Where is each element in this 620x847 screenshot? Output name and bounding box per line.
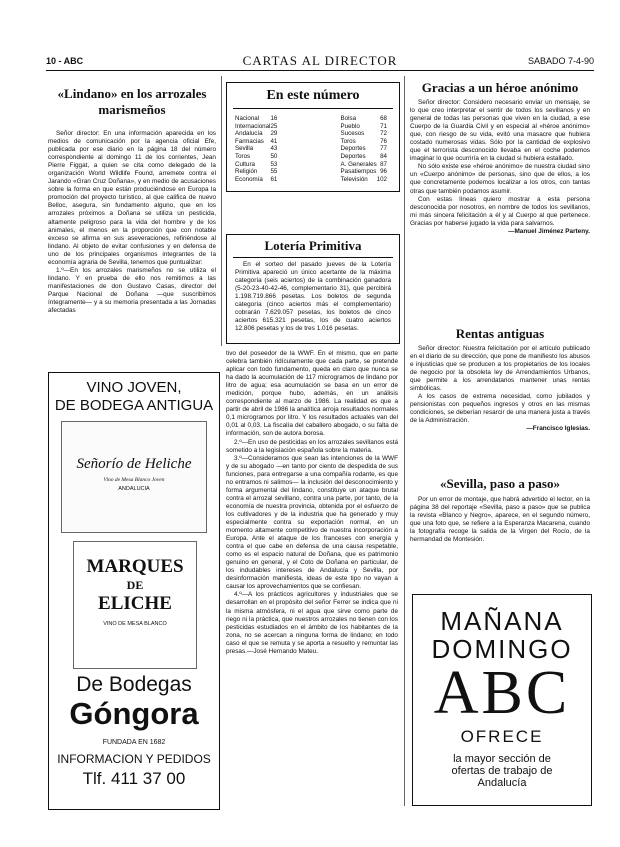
article-paragraph: 1.º—En los arrozales marismeños no se utiliza el lindano. Y en prueba de ello nos remitimos a las manifestaciones de don Gustavo Casas, director del Parque Nacional de Doñana —que suscribimos íntegramente— y a su memoria presentada a las Jornadas afectadas	[48, 266, 216, 315]
label-brand: Señorío de Heliche	[76, 456, 192, 472]
article-paragraph: tivo del poseedor de la WWF. En el mismo, que en parte celebra también ridículamente que cada parte, se pretende aplicar con todo fundamento, queda en claro que nunca se ha dado la acumulación de 117 microgramos de lindano por litro de agua; esa acumulación se basa en un error de medición, porque hubo, además, en un análisis correspondiente al marzo de 1986. La realidad es que a partir de abril de 1986 la analítica arroja resultados normales 0,1 microgramos por litro. Y los resultados actuales van del 0,01 al 0,03. La fiscalía del caballero abogado, o su falta de información, son de autora borosa.	[226, 350, 398, 438]
ad-line: OFRECE	[460, 727, 544, 746]
article-headline: «Lindano» en los arrozales marismeños	[57, 86, 207, 117]
label-sub: Vino de Mesa Blanco Joven	[103, 477, 165, 483]
page-header	[46, 52, 594, 71]
index-row[interactable]: Nacional 16	[235, 115, 278, 122]
index-title: En este número	[233, 88, 393, 109]
letter-heroe	[410, 80, 590, 236]
label-origin: ANDALUCIA	[118, 486, 150, 492]
letter-paragraph: Con estas líneas quiero mostrar a esta persona desconocida por nosotros, en nombre de todos los sevillanos, mi más sincera felicitación a él y al Cuerpo al que pertenece. Gracias por haberse jugado la vida para salvarnos.	[410, 195, 590, 227]
letter-headline: Gracias a un héroe anónimo	[421, 80, 579, 95]
letter-sevilla	[410, 476, 590, 544]
article-paragraph: 2.º—En uso de pesticidas en los arrozales sevillanos está sometido a la legislación española sobre la materia.	[226, 438, 398, 454]
index-list-left	[235, 115, 281, 183]
date: SABADO 7-4-90	[527, 56, 594, 66]
page-number: 10 - ABC	[46, 56, 84, 66]
index-row[interactable]: Economía 61	[235, 175, 278, 183]
ad-line: Andalucía	[477, 777, 527, 789]
index-row[interactable]: Internacional 25	[235, 122, 278, 130]
brand-line: De Bodegas	[76, 673, 192, 696]
letter-signature: —Manuel Jiménez Parteny.	[508, 227, 590, 235]
letter-paragraph: Señor director: Nuestra felicitación por el artículo publicado en el diario de su dirección, que pone de manifiesto los abusos e injusticias que se producen a los propietarios de los locales de negocio por la obsoleta ley de Arrendamientos Urbanos, que permite a los arrendatarios mantener unas rentas simbólicas.	[410, 345, 590, 393]
index-row[interactable]: Religión 55	[235, 168, 278, 176]
wine-label-2	[73, 541, 197, 669]
index-row[interactable]: Pueblo 71	[340, 122, 387, 130]
index-box	[226, 82, 400, 192]
label-sub: VINO DE MESA BLANCO	[103, 621, 167, 627]
index-row[interactable]: Cultura 53	[235, 160, 278, 168]
article-paragraph: Señor director: En una información aparecida en los medios de comunicación por la agencia oficial Efe, publicada por ese diario en la página 18 del número correspondiente al domingo 11 de los corrientes, Jean Pierre Figgat, a quien se cita como delegado de la organización World Wildlife Found, arremete contra el Jarando «Gran Cruz Doñana», y en medio de acusaciones sobre la forma en que están produciéndose en Europa la promoción del proyecto turístico, al que califica de nuevo Belloc, asegura, sin fundamento alguno, que en los arrozales próximos a Doñana se utiliza un pesticida, altamente peligroso para la vida del hombre y de los animales, el menos en la proporción que con notable exceso se afirma en sus aseveraciones, refiriéndose al lindano. Al objeto de evitar confusiones y en defensa de uno de los principales organismos integrantes de la economía agraria de Sevilla, tenemos que puntualizar:	[48, 130, 216, 266]
loteria-box	[226, 234, 400, 344]
index-row[interactable]: Sucesos 72	[340, 130, 387, 138]
info-line: INFORMACION Y PEDIDOS	[57, 752, 211, 766]
ad-brand-block	[49, 673, 219, 789]
abc-advertisement	[412, 594, 592, 806]
index-row[interactable]: Deportes 77	[340, 145, 387, 153]
ad-line: la mayor sección de	[453, 753, 551, 765]
letter-paragraph: Por un error de montaje, que habrá advertido el lector, en la página 38 del reportaje «Sevilla, paso a paso» que se publica la revista «Blanco y Negro», aparece, en el segundo número, que una foto que, se refiere a la Esperanza Macarena, cuando la fotografía recoge la salida de la Virgen del Rocío, de la hermandad de Montesión.	[410, 496, 590, 544]
letter-paragraph: A los casos de extrema necesidad, como jubilados y pensionistas con pequeños ingresos y otros en las mismas condiciones, se deberían resarcir de una manera justa a través de la Administración.	[410, 393, 590, 425]
article-lindano-continued	[226, 350, 398, 656]
brand-name: Góngora	[69, 696, 199, 731]
article-paragraph: 4.º—A los prácticos agricultores y industriales que se desarrollan en el propósito del señor Ferrer se indica que ni la misma atmósfera, ni el agua que sirve como parte de riego ni la práctica, que nuestros arrozales no tienen con los pesticidas estudiados en el ámbito de los habitantes de la zona, no se acercan a ninguna forma de lindano; en todo caso el que se remuta y se aporta a resuelto y remuntar las presas.—José Hernando Mateu.	[226, 591, 398, 655]
section-title: CARTAS AL DIRECTOR	[242, 53, 398, 68]
index-row[interactable]: Farmacias 41	[235, 137, 278, 145]
loteria-headline: Lotería Primitiva	[233, 238, 393, 258]
loteria-text: En el sorteo del pasado jueves de la Lotería Primitiva apareció un único acertante de la máxima categoría (seis aciertos) de la combinación ganadora (5-20-23-40-42-46, complementario 31), que percibirá 1.198.719.866 pesetas. Los boletos de segunda categoría (cinco aciertos más el complementario) cobrarán 7.629.057 pesetas, los boletos de cinco aciertos 615.321 pesetas, los de cuatro aciertos 12.806 pesetas y los de tres 1.016 pesetas.	[235, 261, 391, 333]
label-title: MARQUES	[86, 556, 184, 577]
label-title: ELICHE	[98, 593, 172, 614]
index-row[interactable]: Televisión 102	[340, 175, 387, 183]
ad-line: MAÑANA	[440, 606, 564, 636]
index-row[interactable]: Pasatiempos 96	[340, 168, 387, 176]
index-list-right	[341, 115, 391, 183]
column-rule	[404, 76, 405, 806]
letter-rentas	[410, 326, 590, 434]
phone-number: Tlf. 411 37 00	[82, 769, 186, 788]
index-row[interactable]: Deportes 84	[340, 152, 387, 160]
letter-paragraph: No sólo existe ese «héroe anónimo» de nuestra ciudad sino un «Cuerpo anónimo» de personas, sino que de ellos, a los que concretamente podemos localizar a los otros, con tantas otras que también podamos asumir.	[410, 163, 590, 195]
index-row[interactable]: Sevilla 43	[235, 145, 278, 153]
letter-headline: Rentas antiguas	[455, 326, 545, 341]
index-row[interactable]: Toros 76	[340, 137, 387, 145]
column-rule	[221, 76, 222, 346]
ad-line: DOMINGO	[431, 634, 573, 664]
index-row[interactable]: Andalucía 29	[235, 130, 278, 138]
ad-headline: VINO JOVEN,	[86, 379, 182, 396]
label-title: DE	[126, 578, 144, 592]
letter-headline: «Sevilla, paso a paso»	[440, 476, 560, 491]
abc-logo: ABC	[433, 659, 571, 727]
article-lindano	[48, 86, 216, 315]
founded-line: FUNDADA EN 1682	[102, 739, 166, 746]
letter-signature: —Francisco Iglesias.	[526, 425, 590, 433]
article-paragraph: 3.º—Consideramos que sean las intenciones de la WWF y de su abogado —en tanto por ciento de despedida de sus funciones, para entregarse a una compañía rodante, es que no entramos ni salimos— la inclusión del desconocimiento y forma argumental del lindano, constituye un ataque brutal contra el arrozal sevillano, contra una parte, por tanto, de la economía de nuestra provincia, obtenida por el esfuerzo de los cultivadores y de la industria que ha generado y muy especialmente contra su exportación normal, en un momento altamente competitivo de nuestra incorporación a Europa. Ante el ataque de los franceses con energía y contra el que cabe en defensa de una causa respetable, como es el espacio natural de Doñana, que es patrimonio genuino en general, y el Coto de Doñana en particular, de los indudables intereses de Andalucía y Sevilla, por desinformación manifiesta, ideas de este tipo no vayan a causar los aprovechamientos que se confiesan.	[226, 454, 398, 591]
ad-headline: DE BODEGA ANTIGUA	[54, 397, 214, 414]
index-row[interactable]: Bolsa 68	[340, 115, 387, 122]
index-row[interactable]: A. Generales 87	[340, 160, 387, 168]
index-row[interactable]: Toros 50	[235, 152, 278, 160]
letter-paragraph: Señor director: Considero necesario enviar un mensaje, se lo que creo interpretar el sentir de todos los sevillanos y en general de todas las personas que viven en la ciudad, a ese Cuerpo de la Guardia Civil y en especial al «héroe anónimo» que, con riesgo de su vida, evitó una masacre que hubiera costado numerosas vidas. Sólo por la cantidad de explosivo que el terrorista desconocido llevaba en el coche podemos imaginar lo que ocurriría en la ciudad si hubiera estallado.	[410, 99, 590, 163]
wine-label-1	[61, 421, 207, 533]
wine-advertisement	[48, 372, 220, 810]
ad-line: ofertas de trabajo de	[451, 765, 553, 777]
